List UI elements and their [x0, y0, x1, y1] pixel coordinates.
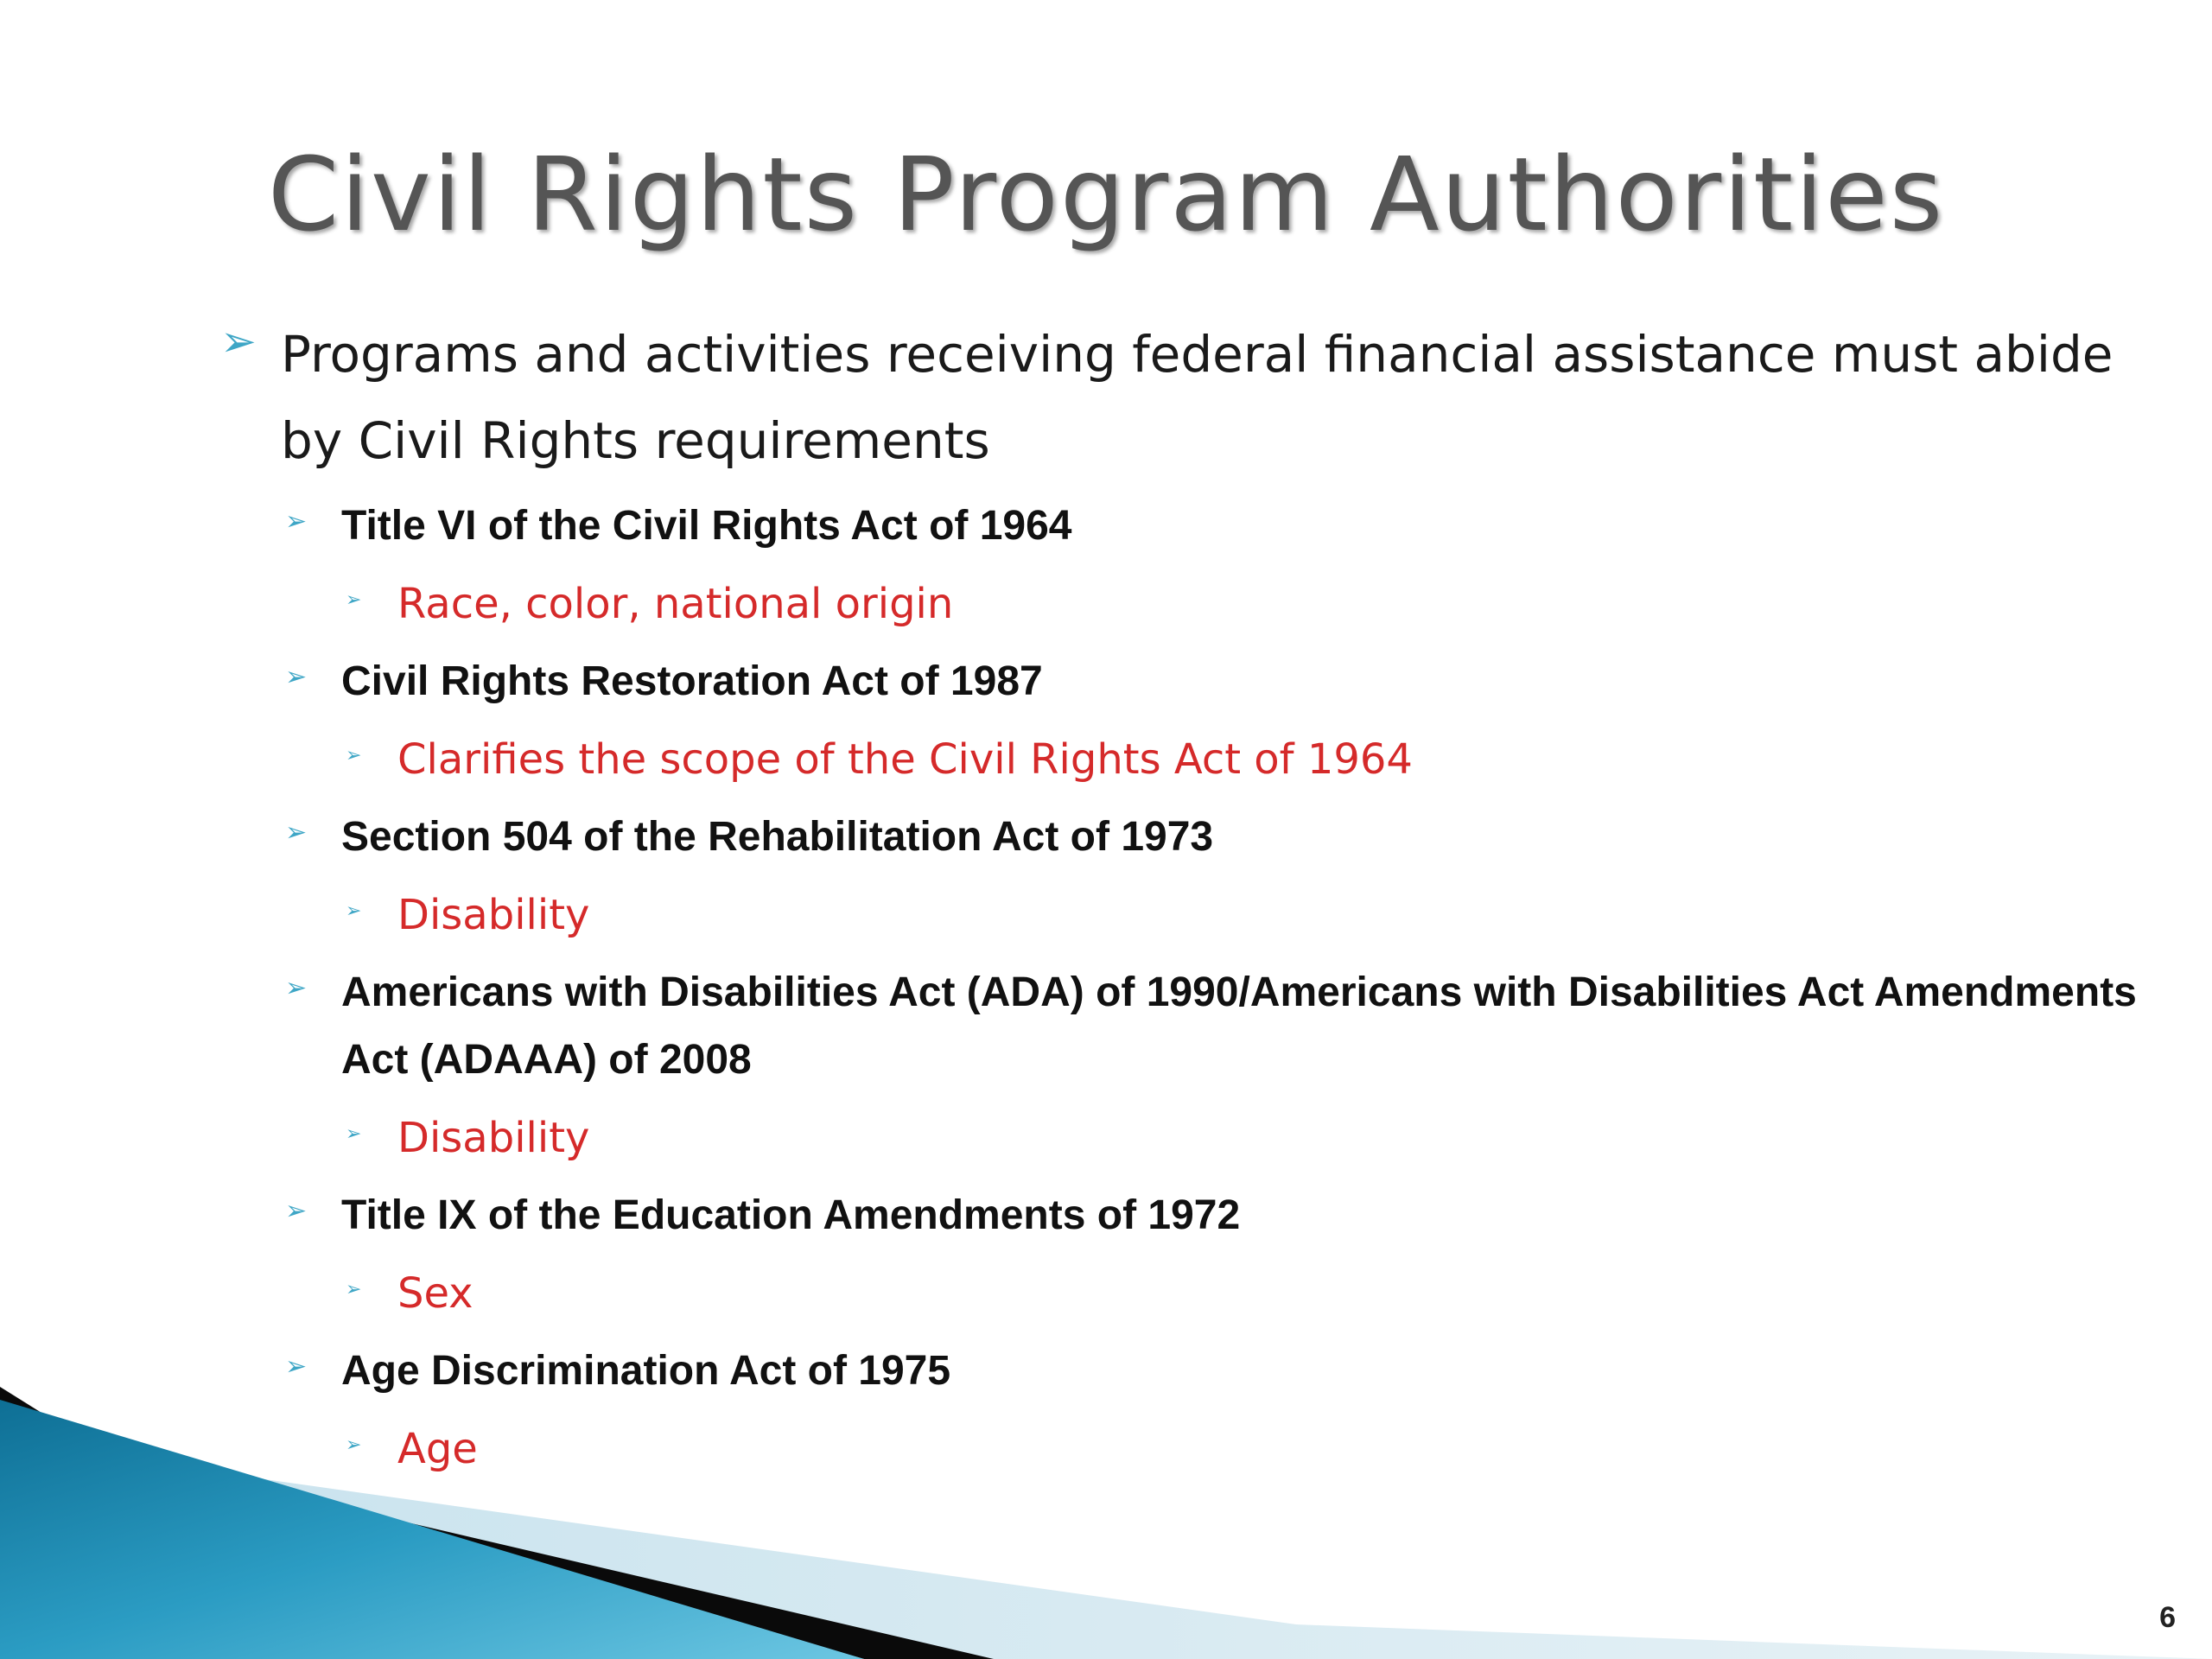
arrowhead-bullet-icon: ➢	[285, 662, 308, 692]
law-text: Title IX of the Education Amendments of 1972	[341, 1192, 1241, 1238]
arrowhead-bullet-icon: ➢	[285, 506, 308, 537]
arrowhead-bullet-icon: ➢	[285, 973, 308, 1003]
detail-text: Disability	[397, 1114, 590, 1162]
law-text: Section 504 of the Rehabilitation Act of 1973	[341, 814, 1214, 860]
intro-text: Programs and activities receiving federal financial assistance must abide by Civil Rights requirements	[281, 325, 2113, 470]
page-number: 6	[2159, 1601, 2176, 1634]
law-text: Title VI of the Civil Rights Act of 1964	[341, 503, 1072, 549]
arrowhead-bullet-icon: ➢	[346, 1434, 362, 1456]
detail-text: Disability	[397, 891, 590, 939]
law-text: Civil Rights Restoration Act of 1987	[341, 658, 1043, 704]
arrowhead-bullet-icon: ➢	[346, 745, 362, 766]
slide-title: Civil Rights Program Authorities	[267, 135, 1945, 254]
arrowhead-bullet-icon: ➢	[346, 1279, 362, 1300]
arrowhead-bullet-icon: ➢	[220, 316, 257, 366]
detail-text: Sex	[397, 1269, 474, 1318]
law-text: Americans with Disabilities Act (ADA) of 1990/Americans with Disabilities Act Amendments Act (ADAAA) of 2008	[341, 969, 2137, 1083]
arrowhead-bullet-icon: ➢	[346, 900, 362, 922]
detail-text: Race, color, national origin	[397, 580, 954, 628]
detail-text: Age	[397, 1425, 478, 1473]
detail-text: Clarifies the scope of the Civil Rights Act of 1964	[397, 735, 1413, 784]
arrowhead-bullet-icon: ➢	[285, 817, 308, 848]
law-text: Age Discrimination Act of 1975	[341, 1348, 951, 1394]
arrowhead-bullet-icon: ➢	[285, 1351, 308, 1382]
arrowhead-bullet-icon: ➢	[285, 1196, 308, 1226]
arrowhead-bullet-icon: ➢	[346, 589, 362, 611]
arrowhead-bullet-icon: ➢	[346, 1123, 362, 1145]
